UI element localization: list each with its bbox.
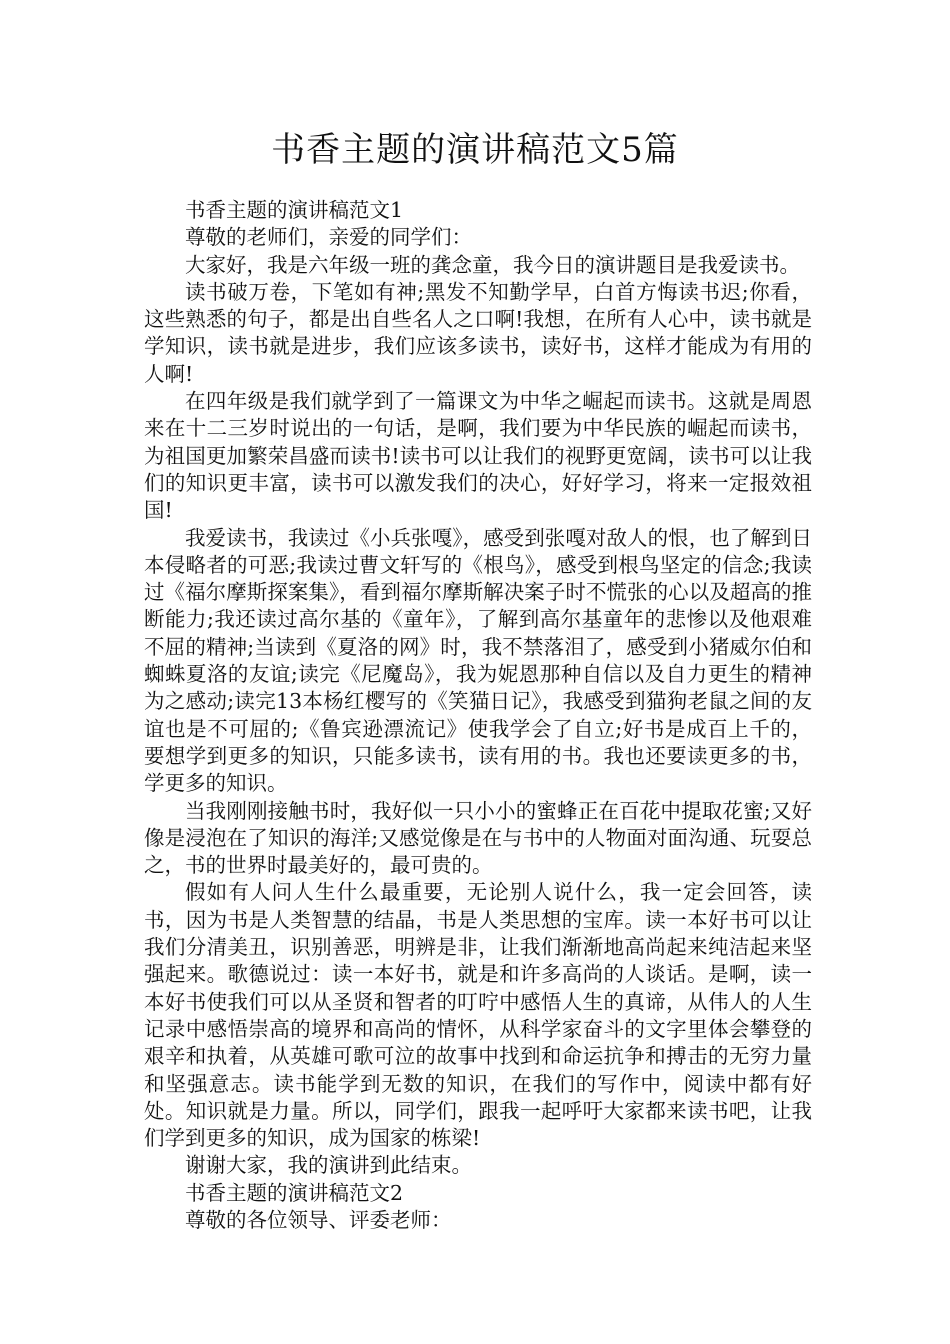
document-body xyxy=(144,197,812,1234)
paragraph: 在四年级是我们就学到了一篇课文为中华之崛起而读书。这就是周恩来在十二三岁时说出的一句话，是啊，我们要为中华民族的崛起而读书，为祖国更加繁荣昌盛而读书!读书可以让我们的视野更宽阔，读书可以让我们的知识更丰富，读书可以激发我们的决心，好好学习，将来一定报效祖国! xyxy=(144,389,812,523)
paragraph: 当我刚刚接触书时，我好似一只小小的蜜蜂正在百花中提取花蜜;又好像是浸泡在了知识的海洋;又感觉像是在与书中的人物面对面沟通、玩耍总之，书的世界时最美好的，最可贵的。 xyxy=(144,798,812,878)
paragraph: 大家好，我是六年级一班的龚念童，我今日的演讲题目是我爱读书。 xyxy=(185,252,800,277)
paragraph: 假如有人问人生什么最重要，无论别人说什么，我一定会回答，读书，因为书是人类智慧的结晶，书是人类思想的宝库。读一本好书可以让我们分清美丑，识别善恶，明辨是非，让我们渐渐地高尚起来纯洁起来坚强起来。歌德说过：读一本好书，就是和许多高尚的人谈话。是啊，读一本好书使我们可以从圣贤和智者的叮咛中感悟人生的真谛，从伟人的人生记录中感悟崇高的境界和高尚的情怀，从科学家奋斗的文字里体会攀登的艰辛和执着，从英雄可歌可泣的故事中找到和命运抗争和搏击的无穷力量和坚强意志。读书能学到无数的知识，在我们的写作中，阅读中都有好处。知识就是力量。所以，同学们，跟我一起呼吁大家都来读书吧，让我们学到更多的知识，成为国家的栋梁! xyxy=(144,880,812,1151)
paragraph-salutation: 尊敬的各位领导、评委老师： xyxy=(185,1207,452,1232)
paragraph: 我爱读书，我读过《小兵张嘎》，感受到张嘎对敌人的恨，也了解到日本侵略者的可恶;我读过曹文轩写的《根鸟》，感受到根鸟坚定的信念;我读过《福尔摩斯探案集》，看到福尔摩斯解决案子时不慌张的心以及超高的推断能力;我还读过高尔基的《童年》，了解到高尔基童年的悲惨以及他艰难不屈的精神;当读到《夏洛的网》时，我不禁落泪了，感受到小猪威尔伯和蜘蛛夏洛的友谊;读完《尼魔岛》，我为妮恩那种自信以及自力更生的精神为之感动;读完13本杨红樱写的《笑猫日记》，我感受到猫狗老鼠之间的友谊也是不可屈的;《鲁宾逊漂流记》使我学会了自立;好书是成百上千的，要想学到更多的知识，只能多读书，读有用的书。我也还要读更多的书，学更多的知识。 xyxy=(144,525,812,796)
document-title: 书香主题的演讲稿范文5篇 xyxy=(271,130,679,170)
paragraph-closing: 谢谢大家，我的演讲到此结束。 xyxy=(185,1153,472,1178)
paragraph-section-heading: 书香主题的演讲稿范文1 xyxy=(185,198,404,222)
paragraph-salutation: 尊敬的老师们，亲爱的同学们： xyxy=(185,225,472,250)
paragraph-section-heading: 书香主题的演讲稿范文2 xyxy=(185,1180,404,1205)
paragraph: 读书破万卷，下笔如有神;黑发不知勤学早，白首方悔读书迟;你看，这些熟悉的句子，都是出自些名人之口啊!我想，在所有人心中，读书就是学知识，读书就是进步，我们应该多读书，读好书，这样才能成为有用的人啊! xyxy=(144,279,812,386)
